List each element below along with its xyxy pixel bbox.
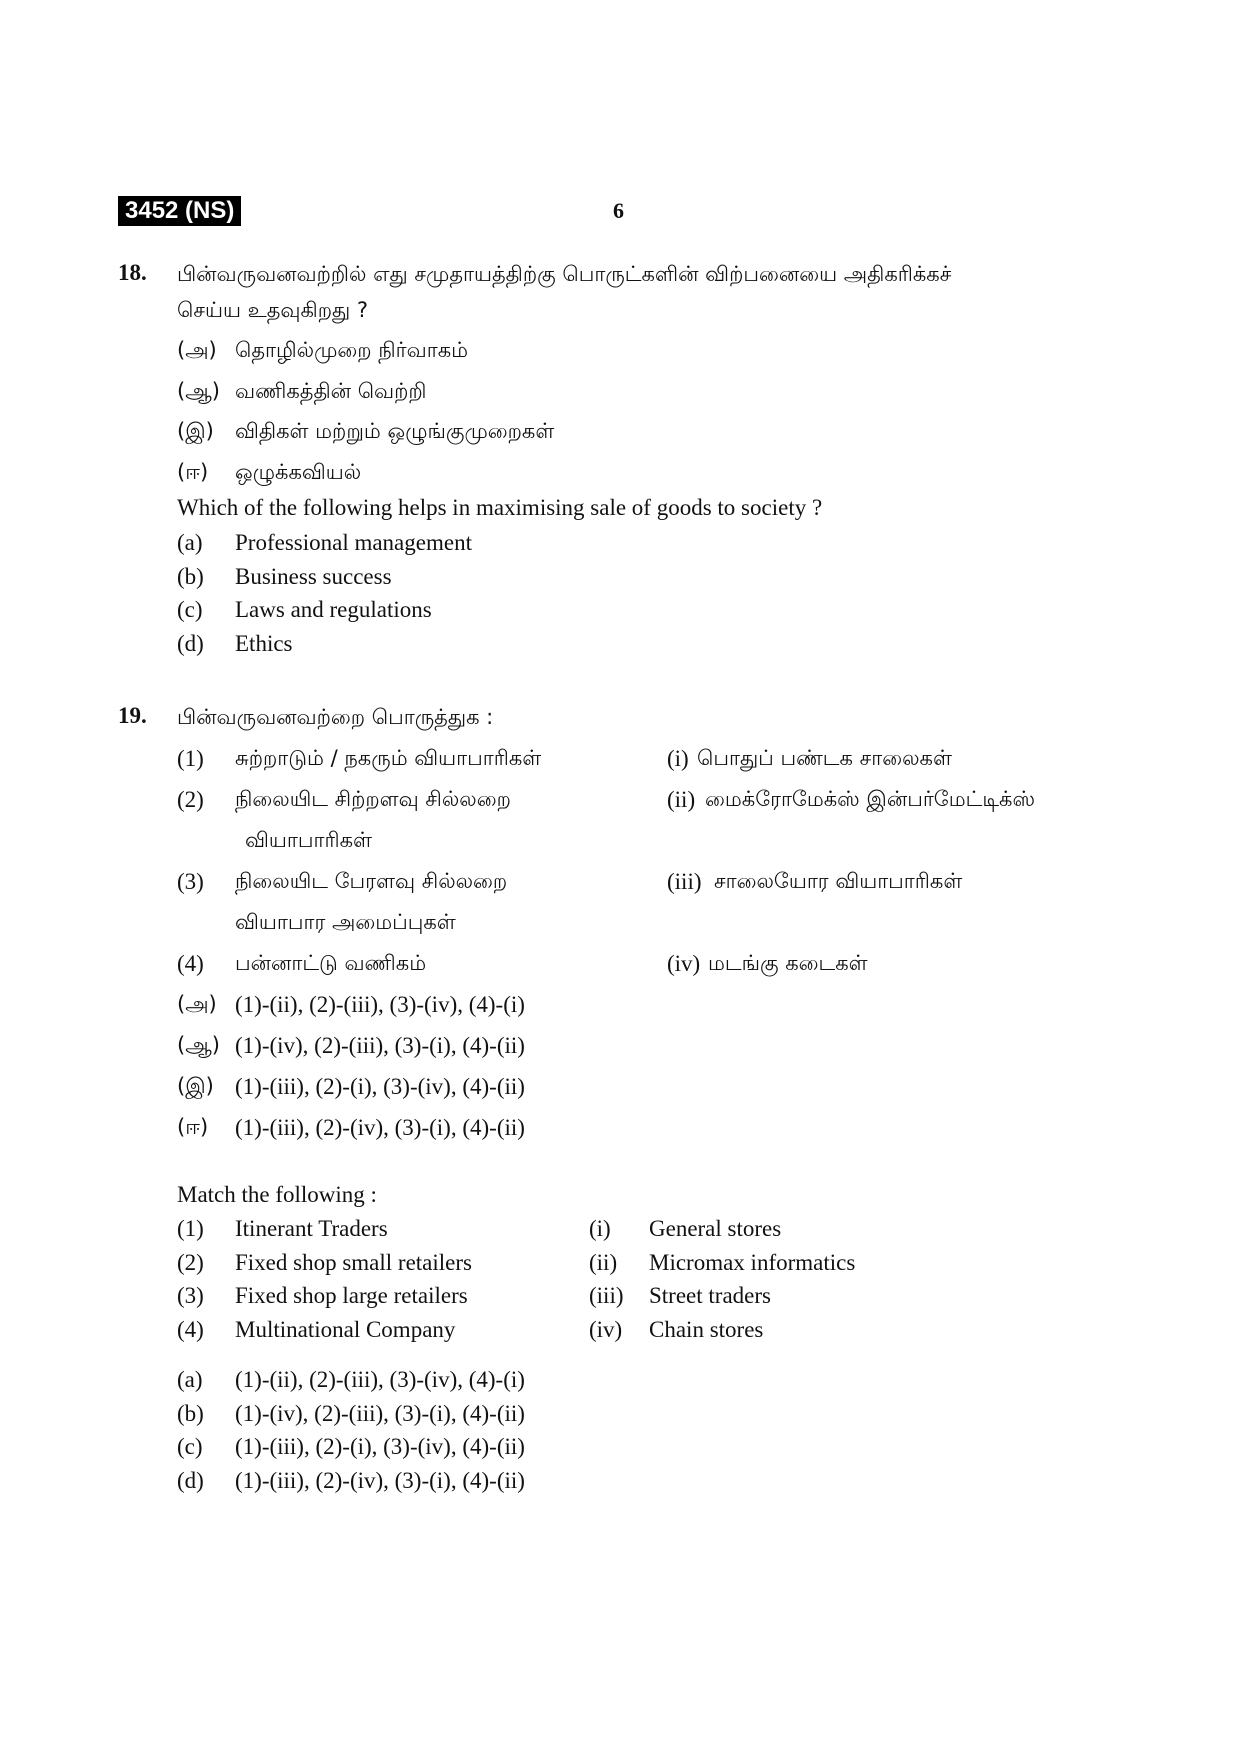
- q18-english-question: Which of the following helps in maximising sale of goods to society ?: [177, 495, 823, 520]
- q19-tamil-left-3-cont: வியாபார அமைப்புகள்: [235, 910, 456, 934]
- page-header: [118, 196, 1118, 236]
- q19-tamil-left-2-cont: வியாபாரிகள்: [245, 828, 372, 852]
- q19-english-intro: Match the following :: [177, 1182, 377, 1207]
- q19-tamil-intro: பின்வருவனவற்றை பொருத்துக :: [177, 705, 494, 729]
- page-number: 6: [613, 198, 624, 223]
- q18-tamil-line-1: பின்வருவனவற்றில் எது சமுதாயத்திற்கு பொருட்களின் விற்பனையை அதிகரிக்கச்: [177, 262, 952, 286]
- question-number-18: 18.: [118, 260, 147, 285]
- paper-code: 3452 (NS): [118, 196, 241, 226]
- q19-english-pair-4: (4) Multinational Company (iv) Chain stores: [177, 1317, 764, 1342]
- question-number-19: 19.: [118, 703, 147, 728]
- q19-english-pair-1: (1) Itinerant Traders (i) General stores: [177, 1216, 782, 1241]
- q19-english-pair-2: (2) Fixed shop small retailers (ii) Micromax informatics: [177, 1250, 856, 1275]
- q18-tamil-line-2: செய்ய உதவுகிறது ?: [177, 298, 369, 322]
- q19-english-pair-3: (3) Fixed shop large retailers (iii) Street traders: [177, 1283, 771, 1308]
